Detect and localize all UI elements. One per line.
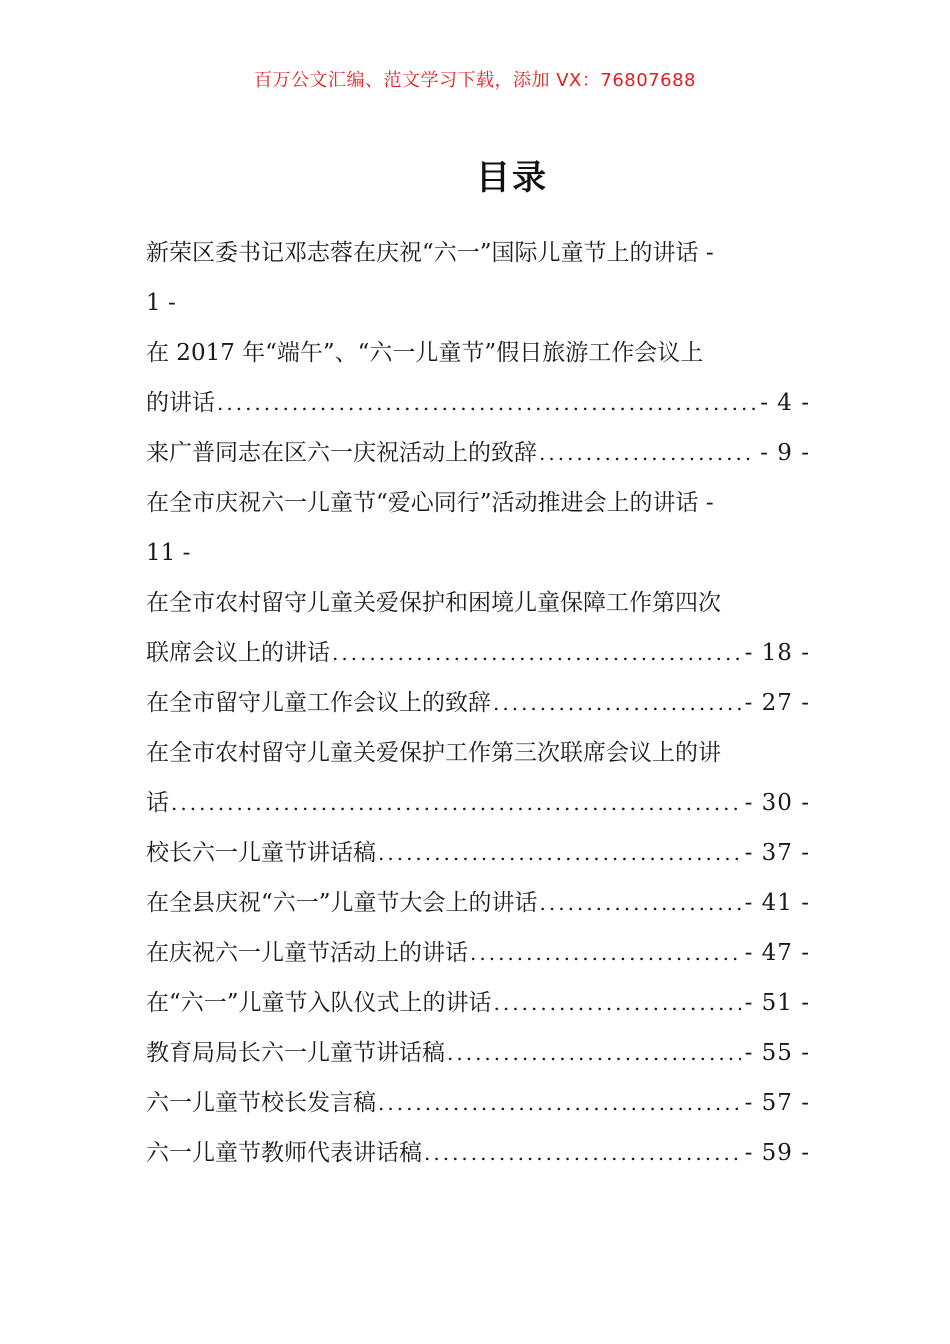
toc-entry-line: 在全市农村留守儿童关爱保护和困境儿童保障工作第四次 (146, 590, 721, 616)
toc-leader-dots (217, 378, 756, 428)
toc-leader-dots (447, 1028, 741, 1078)
toc-entry-line: 在全市庆祝六一儿童节“爱心同行”活动推进会上的讲话 - (146, 490, 714, 516)
toc-entry[interactable] (146, 678, 810, 728)
toc-entry-line: 1 - (146, 290, 176, 316)
toc-page-number: - 4 - (760, 390, 810, 416)
toc-entry-title: 联席会议上的讲话 (146, 640, 330, 666)
toc-page-number: - 9 - (760, 440, 810, 466)
toc-entry-title: 教育局局长六一儿童节讲话稿 (146, 1040, 445, 1066)
toc-entry-line: 新荣区委书记邓志蓉在庆祝“六一”国际儿童节上的讲话 - (146, 240, 714, 266)
toc-entry[interactable] (146, 228, 810, 328)
toc-page-number: - 55 - (744, 1040, 810, 1066)
toc-leader-dots (540, 878, 741, 928)
toc-entry-title: 在全市留守儿童工作会议上的致辞 (146, 690, 491, 716)
toc-entry-line (146, 828, 810, 878)
toc-entry-line (146, 1078, 810, 1128)
toc-entry[interactable] (146, 478, 810, 578)
toc-entry[interactable] (146, 328, 810, 428)
toc-entry-line (146, 1128, 810, 1178)
toc-entry-line (146, 878, 810, 928)
toc-leader-dots (171, 778, 741, 828)
toc-leader-dots (332, 628, 741, 678)
toc-entry-line (146, 678, 810, 728)
toc-leader-dots (493, 678, 741, 728)
toc-leader-dots (470, 928, 741, 978)
toc-entry-title: 话 (146, 790, 169, 816)
toc-page-number: - 59 - (744, 1140, 810, 1166)
toc-leader-dots (424, 1128, 741, 1178)
toc-entry[interactable] (146, 428, 810, 478)
toc-page-number: - 51 - (744, 990, 810, 1016)
toc-entry-line: 在 2017 年“端午”、“六一儿童节”假日旅游工作会议上 (146, 340, 704, 366)
toc-page-number: - 27 - (744, 690, 810, 716)
toc-entry-line: 在全市农村留守儿童关爱保护工作第三次联席会议上的讲 (146, 740, 721, 766)
toc-leader-dots (494, 978, 741, 1028)
toc-page-number: - 41 - (744, 890, 810, 916)
toc-entry[interactable] (146, 978, 810, 1028)
toc-entry-line (146, 628, 810, 678)
toc-entry[interactable] (146, 878, 810, 928)
toc-leader-dots (378, 1078, 741, 1128)
page-title: 目录 (476, 158, 548, 198)
toc-leader-dots (378, 828, 741, 878)
toc-leader-dots (539, 428, 756, 478)
toc-page-number: - 18 - (744, 640, 810, 666)
toc-entry-title: 的讲话 (146, 390, 215, 416)
toc-entry-line (146, 978, 810, 1028)
toc-entry[interactable] (146, 728, 810, 828)
toc-entry-title: 在庆祝六一儿童节活动上的讲话 (146, 940, 468, 966)
toc-entry-title: 在全县庆祝“六一”儿童节大会上的讲话 (146, 890, 538, 916)
toc-entry-title: 来广普同志在区六一庆祝活动上的致辞 (146, 440, 537, 466)
toc-entry-title: 校长六一儿童节讲话稿 (146, 840, 376, 866)
table-of-contents (146, 228, 810, 1178)
toc-entry[interactable] (146, 928, 810, 978)
toc-entry-line (146, 778, 810, 828)
toc-entry-title: 在“六一”儿童节入队仪式上的讲话 (146, 990, 492, 1016)
toc-entry-line (146, 428, 810, 478)
toc-entry[interactable] (146, 828, 810, 878)
toc-entry-line (146, 378, 810, 428)
toc-entry-title: 六一儿童节校长发言稿 (146, 1090, 376, 1116)
toc-entry-line: 11 - (146, 540, 191, 566)
toc-entry-line (146, 1028, 810, 1078)
toc-page-number: - 57 - (744, 1090, 810, 1116)
toc-entry-line (146, 928, 810, 978)
header-note: 百万公文汇编、范文学习下载，添加 VX：76807688 (254, 70, 696, 91)
toc-entry[interactable] (146, 1078, 810, 1128)
toc-entry[interactable] (146, 1028, 810, 1078)
toc-page-number: - 47 - (744, 940, 810, 966)
toc-page-number: - 30 - (744, 790, 810, 816)
toc-entry-title: 六一儿童节教师代表讲话稿 (146, 1140, 422, 1166)
toc-entry[interactable] (146, 578, 810, 678)
toc-page-number: - 37 - (744, 840, 810, 866)
toc-entry[interactable] (146, 1128, 810, 1178)
